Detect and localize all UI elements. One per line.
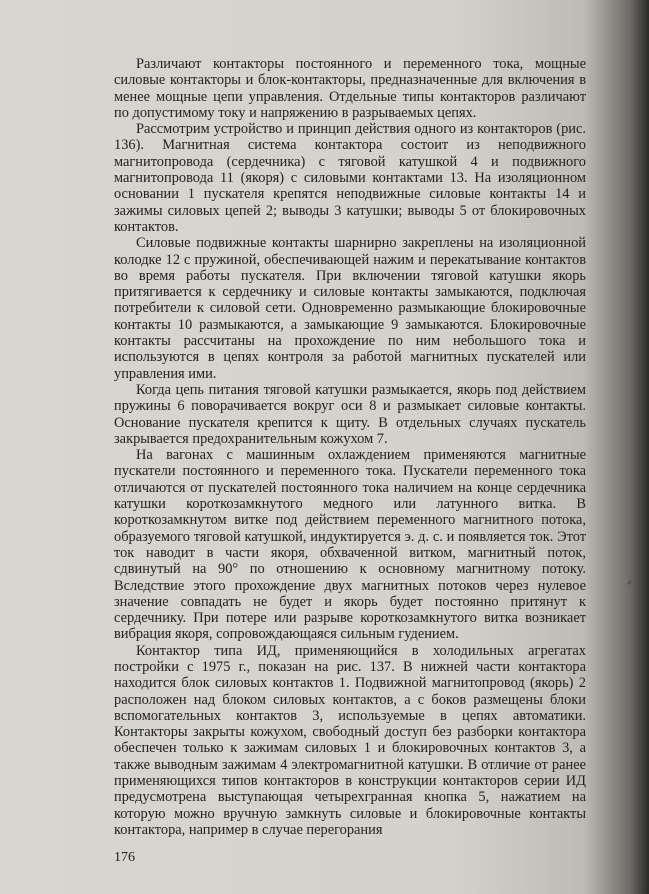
paragraph-5: На вагонах с машинным охлаждением применяются магнитные пускатели постоянного и переменного тока. Пускатели переменного тока отличаются от пускателей постоянного тока наличием на конце сердечника катушки короткозамкнутого медного или латунного витка. В короткозамкнутом витке под действием переменного магнитного потока, образуемого тяговой катушкой, индуктируется э. д. с. и появляется ток. Этот ток наводит в части якоря, обхваченной витком, магнитный поток, сдвинутый на 90° по отношению к основному магнитному потоку. Вследствие этого прохождение двух магнитных потоков через нулевое значение совпадать не будет и якорь будет постоянно притянут к сердечнику. При потере или разрыве короткозамкнутого витка возникает вибрация якоря, сопровождающаяся сильным гудением.: [114, 447, 586, 643]
paragraph-3: Силовые подвижные контакты шарнирно закреплены на изоляционной колодке 12 с пружиной, обеспечивающей нажим и перекатывание контактов во время работы пускателя. При включении тяговой катушки якорь притягивается к сердечнику и силовые контакты замыкаются, подключая потребители к силовой сети. Одновременно размыкающие блокировочные контакты 10 размыкаются, а замыкающие 9 замыкаются. Блокировочные контакты рассчитаны на прохождение по ним небольшого тока и используются в цепях контроля за работой магнитных пускателей или управления ими.: [114, 235, 586, 382]
body-text: [114, 56, 586, 838]
paragraph-4: Когда цепь питания тяговой катушки размыкается, якорь под действием пружины 6 поворачивается вокруг оси 8 и размыкает силовые контакты. Основание пускателя крепится к щиту. В отдельных случаях пускатель закрывается предохранительным кожухом 7.: [114, 381, 586, 447]
paragraph-1: Различают контакторы постоянного и переменного тока, мощные силовые контакторы и блок-контакторы, предназначенные для включения в менее мощные цепи управления. Отдельные типы контакторов различают по допустимому току и напряжению в разрываемых цепях.: [114, 56, 586, 121]
paragraph-2: Рассмотрим устройство и принцип действия одного из контакторов (рис. 136). Магнитная система контактора состоит из неподвижного магнитопровода (сердечника) с тяговой катушкой 4 и подвижного магнитопровода 11 (якоря) с силовыми контактами 13. На изоляционном основании 1 пускателя крепятся неподвижные силовые контакты 14 и зажимы силовых цепей 2; выводы 3 катушки; выводы 5 от блокировочных контактов.: [114, 121, 586, 235]
paragraph-6: Контактор типа ИД, применяющийся в холодильных агрегатах постройки с 1975 г., показан на рис. 137. В нижней части контактора находится блок силовых контактов 1. Подвижной магнитопровод (якорь) 2 расположен над блоком силовых контактов, а с боков размещены блоки вспомогательных контактов 3, используемые в цепях автоматики. Контакторы закрыты кожухом, свободный доступ без разборки контактора обеспечен только к зажимам силовых 1 и блокировочных контактов 3, а также выводным зажимам 4 электромагнитной катушки. В отличие от ранее применяющихся типов контакторов в конструкции контакторов серии ИД предусмотрена выступающая четырехгранная кнопка 5, нажатием на которую можно вручную замкнуть силовые и блокировочные контакты контактора, например в случае перегорания: [114, 642, 586, 838]
page-number: 176: [114, 850, 135, 865]
scan-speck: [627, 580, 632, 586]
